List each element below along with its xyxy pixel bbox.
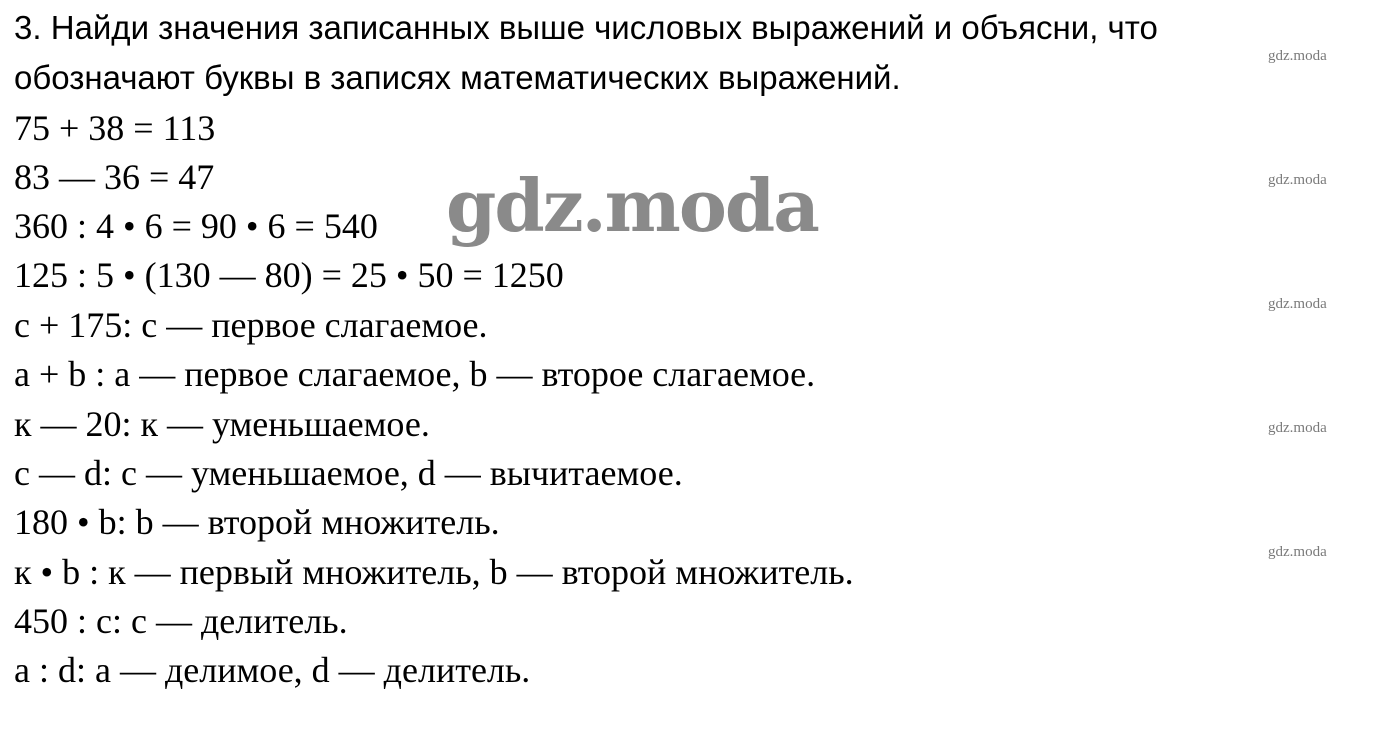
solution-line-6: a + b : a — первое слагаемое, b — второе слагаемое. xyxy=(14,354,816,394)
watermark-small-5: gdz.moda xyxy=(1268,544,1327,560)
solution-line-9: 180 • b: b — второй множитель. xyxy=(14,502,500,542)
solution-line-11: 450 : с: с — делитель. xyxy=(14,601,348,641)
solution-line-3: 360 : 4 • 6 = 90 • 6 = 540 xyxy=(14,206,378,246)
watermark-small-4: gdz.moda xyxy=(1268,420,1327,436)
task-heading-line-2: обозначают буквы в записях математических выражений. xyxy=(14,59,901,96)
solution-line-10: к • b : к — первый множитель, b — второй множитель. xyxy=(14,552,854,592)
watermark-small-2: gdz.moda xyxy=(1268,172,1327,188)
solution-line-1: 75 + 38 = 113 xyxy=(14,108,216,148)
watermark-small-1: gdz.moda xyxy=(1268,48,1327,64)
solution-line-4: 125 : 5 • (130 — 80) = 25 • 50 = 1250 xyxy=(14,255,564,295)
solution-line-7: к — 20: к — уменьшаемое. xyxy=(14,404,430,444)
watermark-small-3: gdz.moda xyxy=(1268,296,1327,312)
solution-line-12: a : d: a — делимое, d — делитель. xyxy=(14,650,531,690)
solution-line-5: с + 175: с — первое слагаемое. xyxy=(14,305,488,345)
solution-line-8: с — d: с — уменьшаемое, d — вычитаемое. xyxy=(14,453,683,493)
solution-line-2: 83 — 36 = 47 xyxy=(14,157,215,197)
task-heading-line-1: 3. Найди значения записанных выше числовых выражений и объясни, что xyxy=(14,9,1158,46)
watermark-big: gdz.moda xyxy=(446,163,818,248)
